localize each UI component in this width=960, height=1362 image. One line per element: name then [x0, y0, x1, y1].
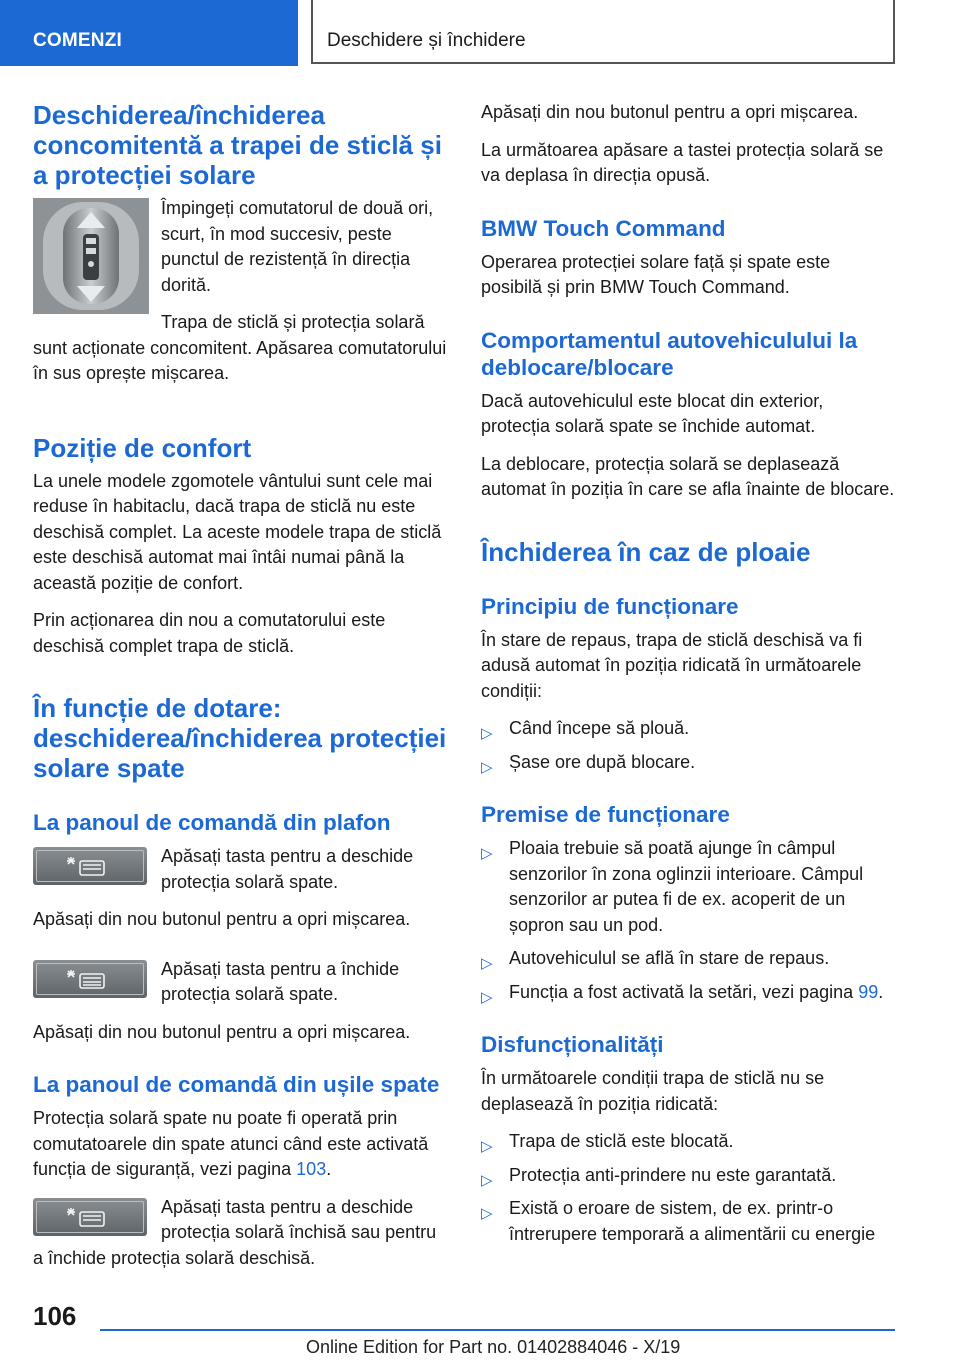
left-column: [33, 100, 447, 1283]
list-item: [481, 946, 895, 972]
text-ceiling-close: Apăsați tasta pentru a închide protecția solară spate.: [161, 958, 400, 1004]
list-item: [481, 1196, 895, 1247]
text-malfunction: În următoarele condiții trapa de sticlă nu se deplasează în poziția ridicată:: [481, 1068, 825, 1114]
sunblind-button-icon: [67, 1206, 113, 1228]
text-ceiling-open: Apăsați tasta pentru a deschide protecția solară spate.: [161, 846, 414, 892]
list-malfunction: [481, 1129, 895, 1247]
list-item: [481, 836, 895, 938]
bullet-triangle-icon: ▷: [481, 1205, 493, 1222]
list-premise: [481, 836, 895, 1005]
text-comfort-2: Prin acționarea din nou a comutatorului este deschisă complet trapa de sticlă.: [33, 610, 386, 656]
sliding-switch-icon: [33, 198, 149, 314]
heading-rear-doors: La panoul de comandă din ușile spate: [33, 1072, 440, 1097]
list-item-text: Autovehiculul se află în stare de repaus.: [509, 948, 830, 968]
page-number: 106: [33, 1301, 77, 1331]
sliding-switch-image: [33, 198, 149, 319]
list-item-text: Ploaia trebuie să poată ajunge în câmpul senzorilor în zona oglinzii interioare. Câmpul senzorilor ar putea fi de ex. acoperit de un șopron sau un pod.: [509, 838, 864, 935]
bullet-triangle-icon: ▷: [481, 725, 493, 742]
text-concurrent-2: Trapa de sticlă și protecția solară sunt acționate concomitent. Apăsarea comutatorului în sus oprește mișcarea.: [33, 312, 447, 383]
text-lock-2: La deblocare, protecția solară se deplasează automat în poziția în care se afla înainte de blocare.: [481, 453, 895, 499]
heading-rear-sunblind: În funcție de dotare: deschiderea/închiderea protecției solare spate: [33, 693, 447, 783]
sunblind-button-icon: [67, 968, 113, 990]
list-item-text: Când începe să plouă.: [509, 718, 690, 738]
text-doors-2: Apăsați tasta pentru a deschide protecția solară închisă sau pentru a închide protecția solară deschisă.: [33, 1196, 437, 1268]
bullet-triangle-icon: ▷: [481, 845, 493, 862]
list-item: [481, 980, 895, 1006]
text-comfort-1: La unele modele zgomotele vântului sunt cele mai reduse în habitaclu, dacă trapa de sticlă nu este deschisă complet. La aceste modele trapa de sticlă este deschisă automat mai întâi numai până la această poziție de confort.: [33, 470, 442, 593]
heading-malfunction: Disfuncționalități: [481, 1032, 664, 1057]
text-principle: În stare de repaus, trapa de sticlă deschisă va fi adusă automat în poziția ridicată în următoarele condiții:: [481, 629, 863, 701]
heading-ceiling-panel: La panoul de comandă din plafon: [33, 810, 391, 835]
text-lock-1: Dacă autovehiculul este blocat din exterior, protecția solară spate se închide automat.: [481, 390, 824, 436]
text-ceiling-stop-1: Apăsați din nou butonul pentru a opri mișcarea.: [33, 909, 411, 929]
list-item-text: Funcția a fost activată la setări, vezi pagina: [509, 981, 859, 1002]
text-stop: Apăsați din nou butonul pentru a opri mișcarea.: [481, 102, 859, 122]
sunblind-button-icon: [67, 855, 113, 877]
footer-divider: [100, 1329, 895, 1331]
page-header: [0, 0, 960, 66]
list-item: [481, 716, 895, 742]
list-item-text: .: [878, 981, 884, 1002]
header-section[interactable]: COMENZI: [0, 0, 298, 66]
text-doors-1: [33, 1106, 447, 1183]
footer-edition: Online Edition for Part no. 01402884046 - X/19: [306, 1337, 681, 1357]
text-touch-command: Operarea protecției solare față și spate este posibilă și prin BMW Touch Command.: [481, 251, 831, 297]
list-principle: [481, 716, 895, 775]
list-item: [481, 1163, 895, 1189]
heading-rain-closing: Închiderea în caz de ploaie: [481, 536, 811, 567]
bullet-triangle-icon: ▷: [481, 1171, 493, 1189]
bullet-triangle-icon: ▷: [481, 988, 493, 1006]
bullet-triangle-icon: ▷: [481, 1138, 493, 1155]
list-item-text: Protecția anti-prindere nu este garantată.: [509, 1164, 837, 1185]
heading-lock-behavior: Comportamentul autovehiculului la deblocare/blocare: [481, 327, 858, 380]
heading-concurrent: Deschiderea/închiderea concomitentă a trapei de sticlă și a protecției solare: [33, 100, 442, 190]
bullet-triangle-icon: ▷: [481, 955, 493, 972]
text-doors-1a: Protecția solară spate nu poate fi operată prin comutatoarele din spate atunci când este activată funcția de siguranță, vezi pagina: [33, 1108, 429, 1179]
page-link-99[interactable]: 99: [858, 981, 879, 1002]
sunblind-close-button-image: [33, 960, 147, 998]
text-concurrent-1: Împingeți comutatorul de două ori, scurt, în mod succesiv, peste punctul de rezistență în direcția dorită.: [161, 198, 434, 295]
text-doors-1b: .: [326, 1159, 332, 1179]
heading-comfort: Poziție de confort: [33, 432, 252, 463]
sunblind-open-button-image: [33, 847, 147, 885]
bullet-triangle-icon: ▷: [481, 758, 493, 776]
list-item-text: Șase ore după blocare.: [509, 751, 696, 772]
heading-premise: Premise de funcționare: [481, 802, 730, 827]
list-item-text: Există o eroare de sistem, de ex. printr-o întrerupere temporară a alimentării cu energie: [509, 1198, 876, 1244]
list-item: [481, 1129, 895, 1155]
text-ceiling-stop-2: Apăsați din nou butonul pentru a opri mișcarea.: [33, 1021, 411, 1042]
list-item: [481, 750, 895, 776]
heading-principle: Principiu de funcționare: [481, 593, 739, 619]
heading-touch-command: BMW Touch Command: [481, 215, 726, 241]
list-item-text: Trapa de sticlă este blocată.: [509, 1131, 734, 1151]
page-link-103[interactable]: 103: [296, 1159, 327, 1179]
header-chapter[interactable]: Deschidere și închidere: [311, 0, 895, 64]
sunblind-door-button-image: [33, 1198, 147, 1236]
text-next-press: La următoarea apăsare a tastei protecția solară se va deplasa în direcția opusă.: [481, 139, 884, 185]
right-column: [481, 100, 895, 1259]
